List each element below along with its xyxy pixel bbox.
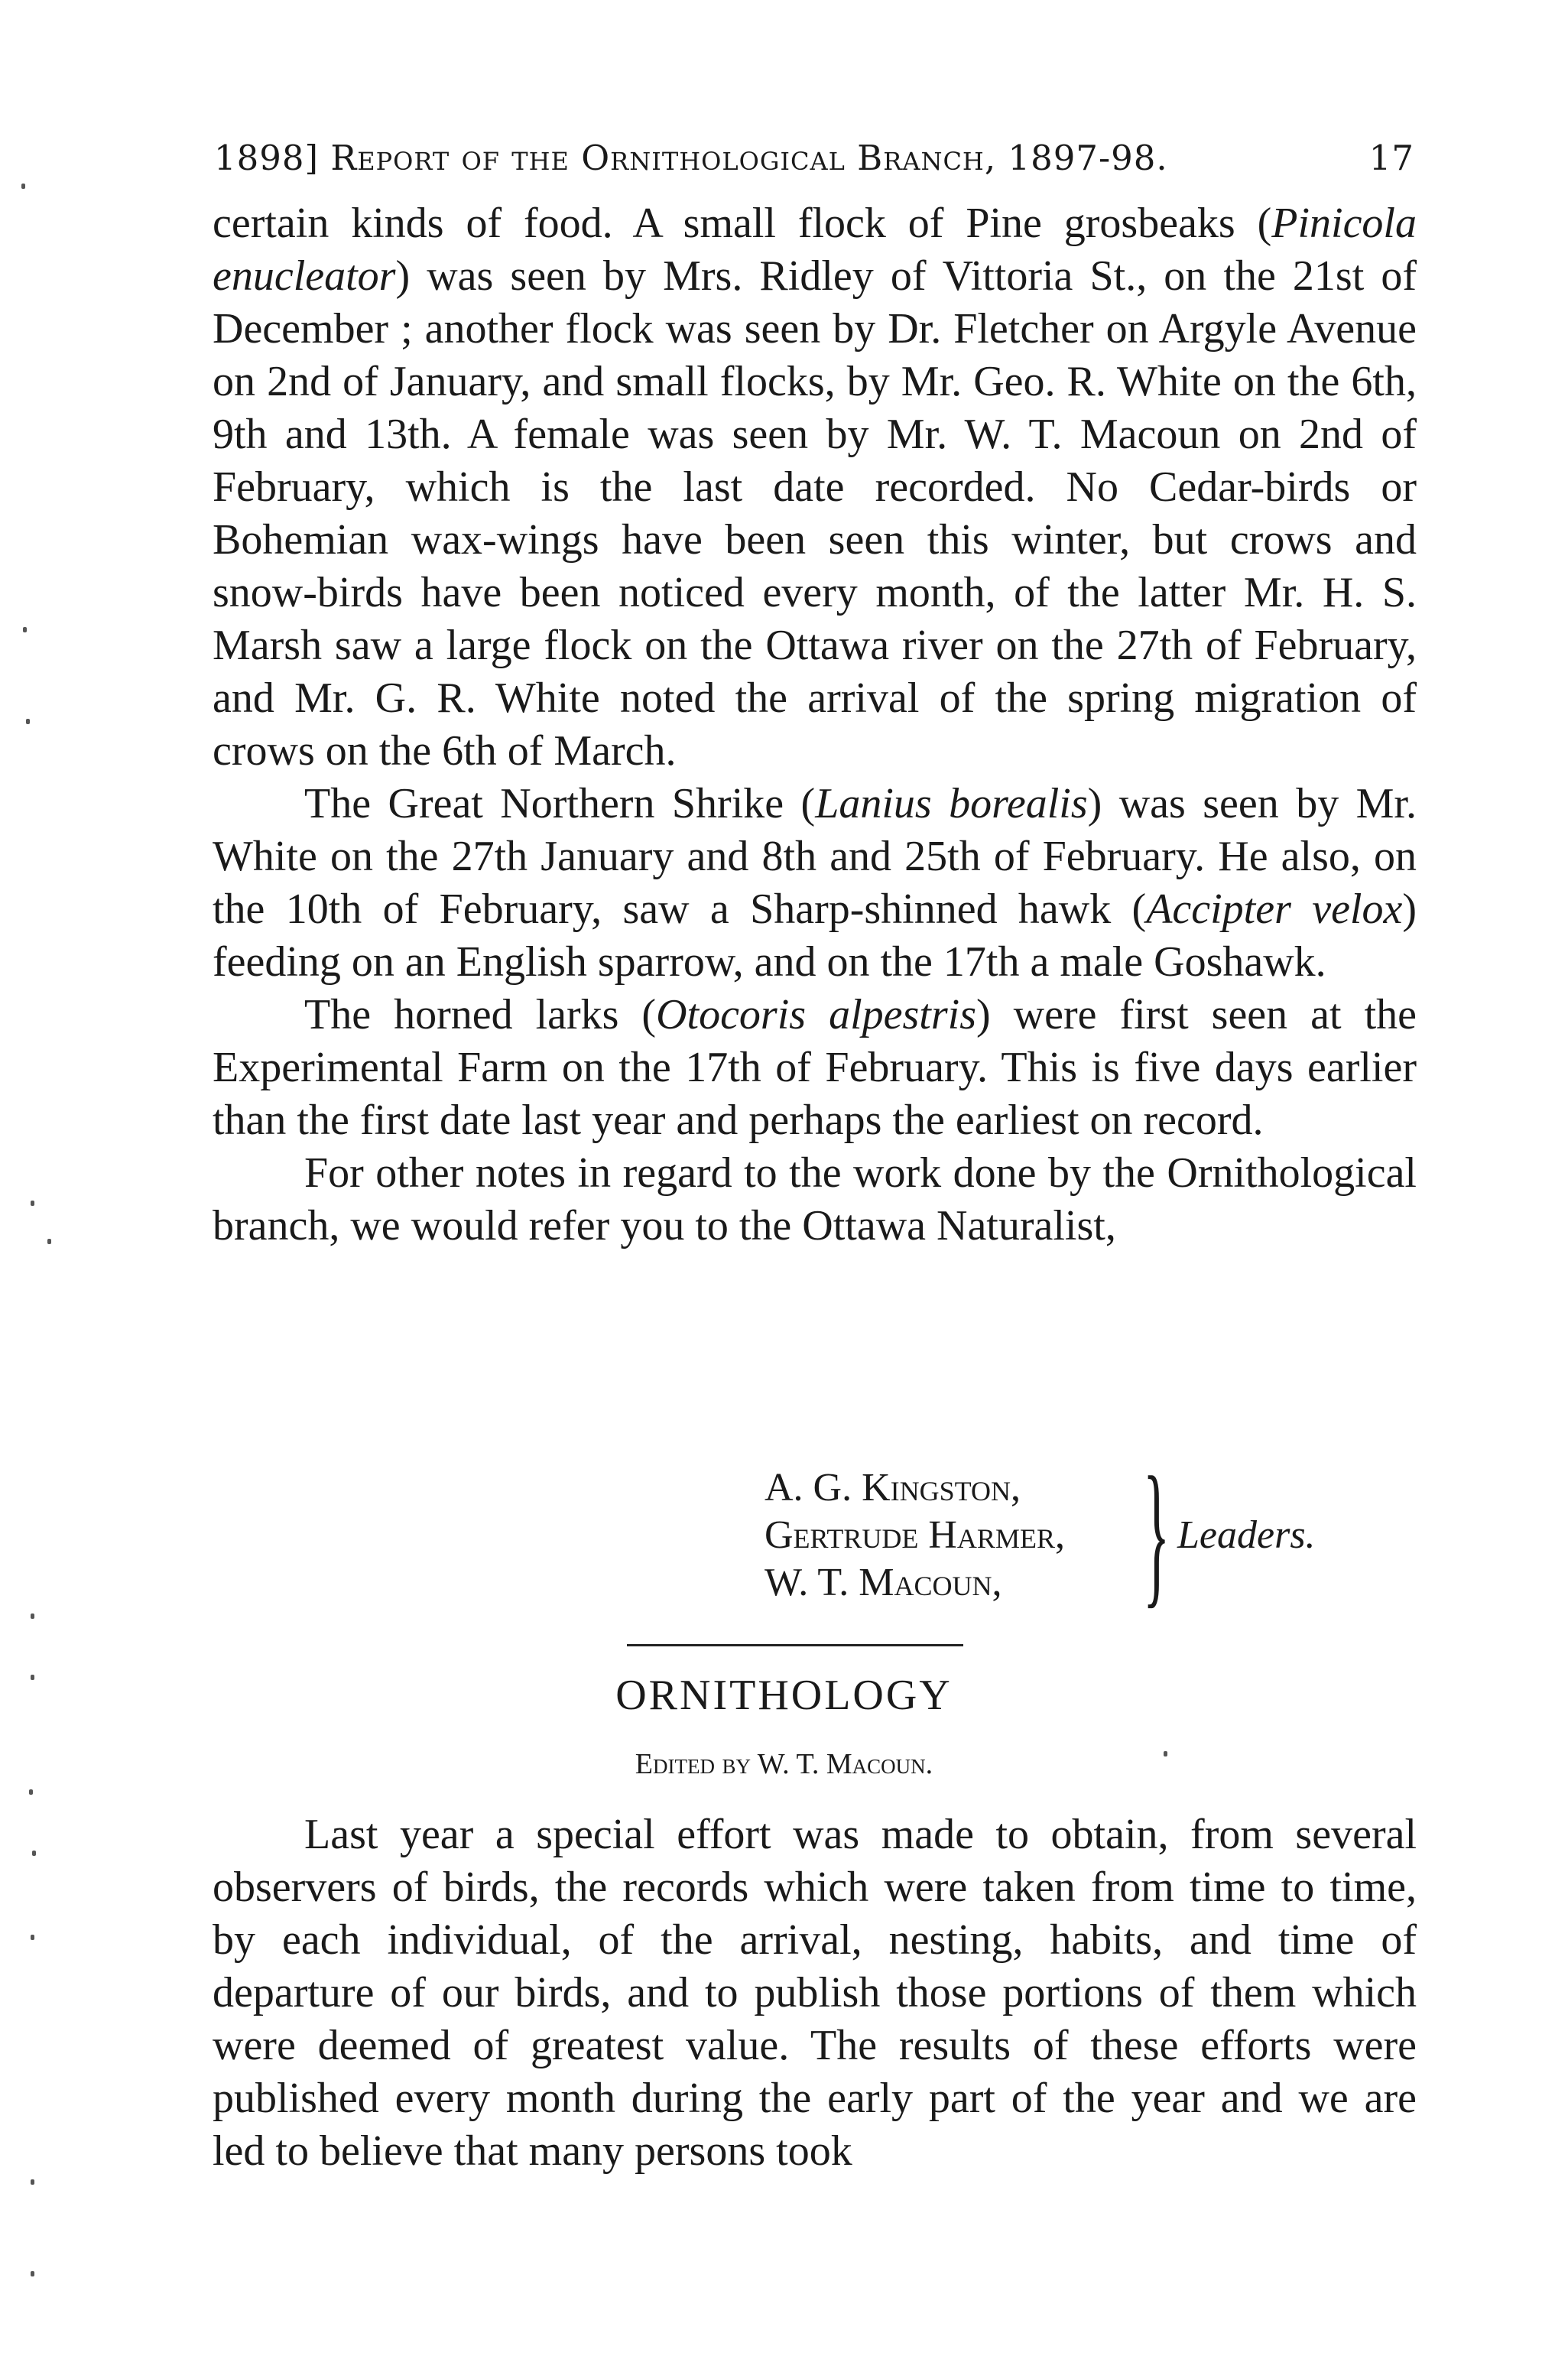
- scan-speck: [32, 1851, 36, 1856]
- scan-speck: [21, 184, 25, 189]
- species-name: Otocoris alpestris: [656, 991, 976, 1038]
- running-head-title: 1898] Report of the Ornithological Branch, 1897-98.: [214, 138, 1168, 178]
- section-editor: [0, 1747, 1568, 1781]
- scan-speck: [31, 1675, 34, 1680]
- body-text-bottom: [213, 1808, 1417, 2178]
- species-name: Lanius borealis: [815, 780, 1088, 827]
- signature-block: [765, 1464, 1065, 1607]
- paragraph-1: certain kinds of food. A small flock of Pine grosbeaks (Pinicola enucleator) was seen by Mrs. Ridley of Vittoria St., on the 21st of December ; another flock was seen by Dr. Fletcher on Argyle Avenue on 2nd of January, and small flocks, by Mr. Geo. R. White on the 6th, 9th and 13th. A female was seen by Mr. W. T. Macoun on 2nd of February, which is the last date recorded. No Cedar-birds or Bohemian wax-wings have been seen this winter, but crows and snow-birds have been noticed every month, of the latter Mr. H. S. Marsh saw a large flock on the Ottawa river on the 27th of February, and Mr. G. R. White noted the arrival of the spring migration of crows on the 6th of March.: [213, 200, 1417, 775]
- paragraph-4: For other notes in regard to the work done by the Ornithological branch, we would refer you to the Ottawa Naturalist,: [213, 1149, 1417, 1249]
- paragraph-5: Last year a special effort was made to obtain, from several observers of birds, the records which were taken from time to time, by each individual, of the arrival, nesting, habits, and time of departure of our birds, and to publish those portions of them which were deemed of greatest value. The results of these efforts were published every month during the early part of the year and we are led to believe that many persons took: [213, 1811, 1417, 2175]
- scan-speck: [31, 1201, 34, 1206]
- scan-speck: [31, 1613, 34, 1619]
- section-divider: [627, 1644, 963, 1646]
- signatory-name: W. T. Macoun,: [765, 1561, 1002, 1604]
- scan-speck: [31, 2271, 34, 2276]
- section-title: ORNITHOLOGY: [615, 1672, 953, 1719]
- scan-speck: [31, 1935, 34, 1940]
- body-text-top: [213, 197, 1417, 1253]
- species-name: Accipter velox: [1146, 886, 1403, 933]
- section-editor-text: Edited by W. T. Macoun.: [635, 1748, 933, 1780]
- signature-brace: }: [1143, 1444, 1170, 1622]
- running-head: [214, 138, 1414, 178]
- scan-speck: [26, 719, 30, 724]
- paragraph-3: The horned larks (Otocoris alpestris) were first seen at the Experimental Farm on the 17th of February. This is five days earlier than the first date last year and perhaps the earliest on record.: [213, 991, 1417, 1144]
- scan-speck: [23, 627, 27, 632]
- scan-speck: [47, 1239, 51, 1244]
- scan-speck: [31, 2179, 34, 2185]
- signatory-name: A. G. Kingston,: [765, 1466, 1021, 1509]
- signatory-role: Leaders.: [1177, 1513, 1316, 1557]
- page-number: 17: [1368, 138, 1414, 178]
- paragraph-2: The Great Northern Shrike (Lanius borealis) was seen by Mr. White on the 27th January and 8th and 25th of February. He also, on the 10th of February, saw a Sharp-shinned hawk (Accipter velox) feeding on an English sparrow, and on the 17th a male Goshawk.: [213, 780, 1417, 986]
- species-name: Pinicola enucleator: [213, 200, 1417, 300]
- scan-speck: [29, 1789, 33, 1795]
- signatory-name: Gertrude Harmer,: [765, 1513, 1065, 1557]
- scan-speck: [1164, 1751, 1167, 1756]
